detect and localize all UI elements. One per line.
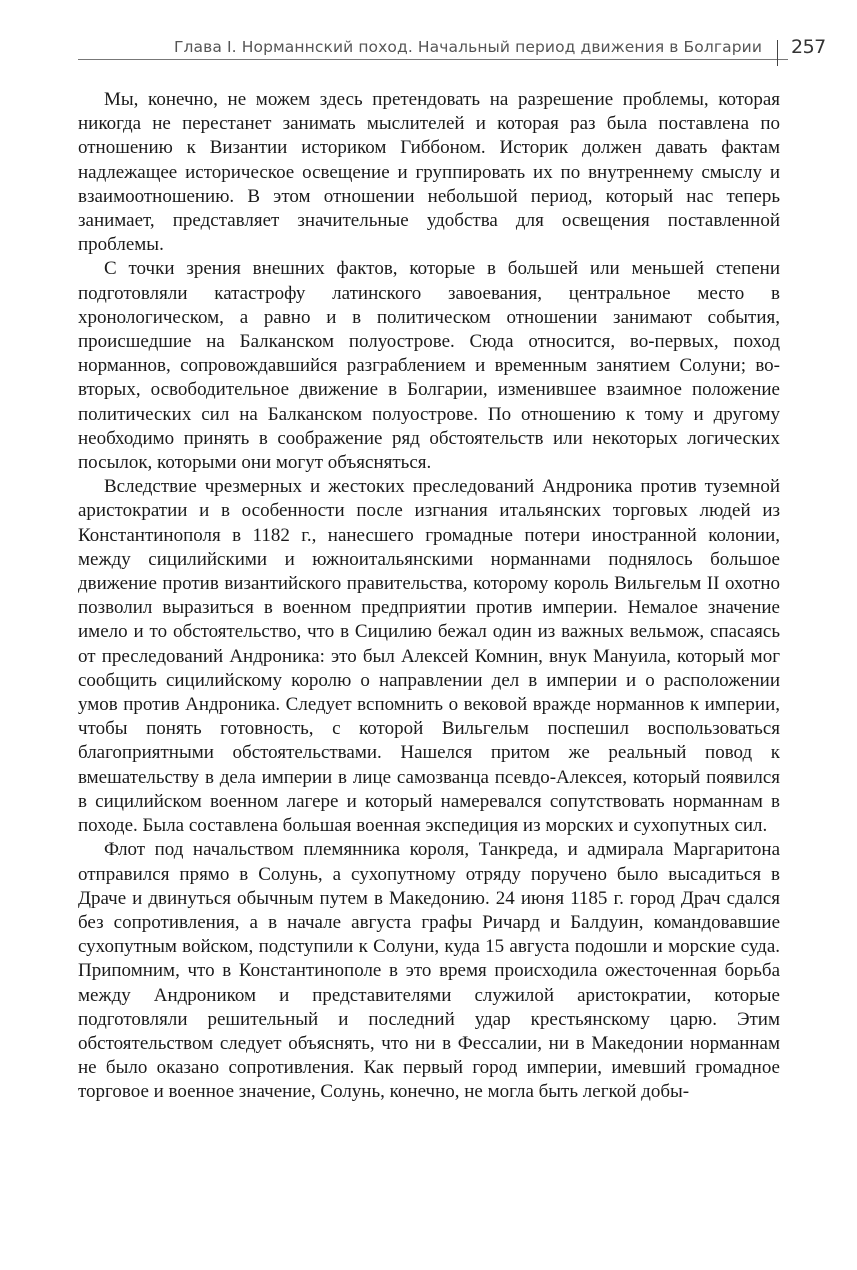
paragraph: Флот под начальством племянника короля, Танкреда, и адмирала Маргаритона отправился прямо в Солунь, а сухопутному отряду поручено было высадиться в Драче и двинуться обычным путем в Македонию. 24 июня 1185 г. город Драч сдался без сопротивления, а в начале августа графы Ричард и Балдуин, командовавшие сухопутным войском, подступили к Солуни, куда 15 августа подошли и морские суда. Припомним, что в Константинополе в это время происходила ожесточенная борьба между Андроником и представителями служилой аристократии, которые подготовляли решительный и последний удар крестьянскому царю. Этим обстоятельством следует объяснять, что ни в Фессалии, ни в Македонии норманнам не было оказано сопротивления. Как первый город империи, имевший громадное торговое и военное значение, Солунь, конечно, не могла быть легкой добы- bbox=[78, 839, 780, 1103]
header-separator bbox=[777, 40, 778, 66]
paragraph: Вследствие чрезмерных и жестоких преследований Андроника против туземной аристократии и в особенности после изгнания итальянских торговых людей из Константинополя в 1182 г., нанесшего громадные потери иностранной колонии, между сицилийскими и южноитальянскими норманнами поднялось большое движение против византийского правительства, которому король Вильгельм II охотно позволил выразиться в военном предприятии против империи. Немалое значение имело и то обстоятельство, что в Сицилию бежал один из важных вельмож, спасаясь от преследований Андроника: это был Алексей Комнин, внук Мануила, который мог сообщить сицилийскому королю о направлении дел в империи и о расположении умов против Андроника. Следует вспомнить о вековой вражде норманнов к империи, чтобы понять готовность, с которой Вильгельм поспешил воспользоваться благоприятными обстоятельствами. Нашелся притом же реальный повод к вмешательству в дела империи в лице самозванца псевдо-Алексея, который появился в сицилийском военном лагере и который намеревался сопутствовать норманнам в походе. Была составлена большая военная экспедиция из морских и сухопутных сил. bbox=[78, 476, 780, 837]
paragraph: С точки зрения внешних фактов, которые в большей или меньшей степени подготовляли катастрофу латинского завоевания, центральное место в хронологическом, а равно и в политическом отношении занимают события, происшедшие на Балканском полуострове. Сюда относится, во-первых, поход норманнов, сопровождавшийся разграблением и временным занятием Солуни; во-вторых, освободительное движение в Болгарии, изменившее взаимное положение политических сил на Балканском полуострове. По отношению к тому и другому необходимо принять в соображение ряд обстоятельств или некоторых логических посылок, которыми они могут объясняться. bbox=[78, 258, 780, 474]
body-text bbox=[78, 88, 780, 1105]
page-header bbox=[78, 36, 824, 62]
header-rule bbox=[78, 59, 788, 60]
paragraph: Мы, конечно, не можем здесь претендовать на разрешение проблемы, которая никогда не перестанет занимать мыслителей и которая раз была поставлена по отношению к Византии историком Гиббоном. Историк должен давать фактам надлежащее историческое освещение и группировать их по внутреннему смыслу и взаимоотношению. В этом отношении небольшой период, который нас теперь занимает, представляет значительные удобства для освещения поставленной проблемы. bbox=[78, 89, 780, 256]
running-head: Глава I. Норманнский поход. Начальный период движения в Болгарии bbox=[173, 38, 762, 56]
page-number: 257 bbox=[791, 36, 826, 58]
